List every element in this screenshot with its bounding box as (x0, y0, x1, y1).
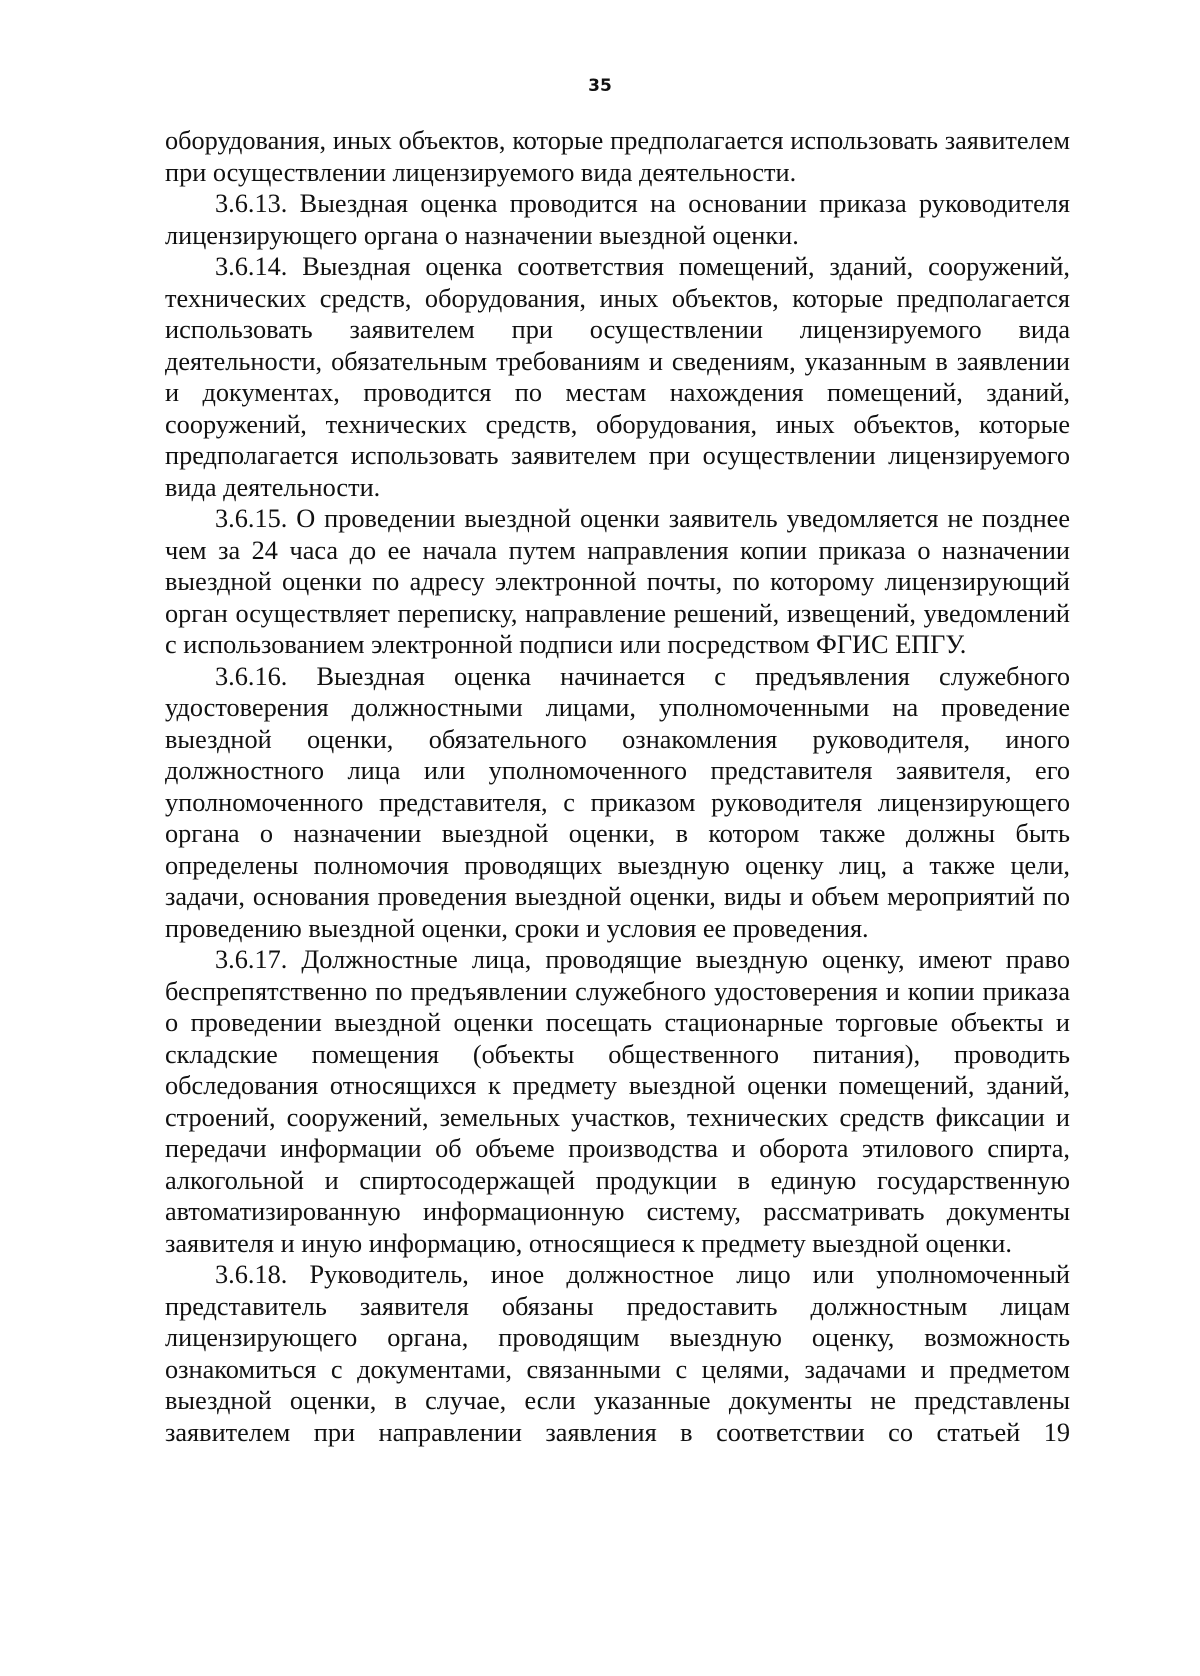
paragraph-continuation: оборудования, иных объектов, которые предполагается использовать заявителем при осуществлении лицензируемого вида деятельности. (165, 126, 1070, 187)
paragraph-3-6-14: 3.6.14. Выездная оценка соответствия помещений, зданий, сооружений, технических средств, оборудования, иных объектов, которые предполагается использовать заявителем при осуществлении лицензируемого вида деятельности, обязательным требованиям и сведениям, указанным в заявлении и документах, проводится по местам нахождения помещений, зданий, сооружений, технических средств, оборудования, иных объектов, которые предполагается использовать заявителем при осуществлении лицензируемого вида деятельности. (165, 252, 1070, 502)
page-number: 35 (588, 76, 612, 96)
paragraph-3-6-17: 3.6.17. Должностные лица, проводящие выездную оценку, имеют право беспрепятственно по предъявлении служебного удостоверения и копии приказа о проведении выездной оценки посещать стационарные торговые объекты и складские помещения (объекты общественного питания), проводить обследования относящихся к предмету выездной оценки помещений, зданий, строений, сооружений, земельных участков, технических средств фиксации и передачи информации об объеме производства и оборота этилового спирта, алкогольной и спиртосодержащей продукции в единую государственную автоматизированную информационную систему, рассматривать документы заявителя и иную информацию, относящиеся к предмету выездной оценки. (165, 945, 1070, 1258)
paragraph-3-6-15: 3.6.15. О проведении выездной оценки заявитель уведомляется не позднее чем за 24 часа до ее начала путем направления копии приказа о назначении выездной оценки по адресу электронной почты, по которому лицензирующий орган осуществляет переписку, направление решений, извещений, уведомлений с использованием электронной подписи или посредством ФГИС ЕПГУ. (165, 504, 1070, 659)
document-body (165, 125, 1070, 1448)
paragraph-3-6-18: 3.6.18. Руководитель, иное должностное лицо или уполномоченный представитель заявителя обязаны предоставить должностным лицам лицензирующего органа, проводящим выездную оценку, возможность ознакомиться с документами, связанными с целями, задачами и предметом выездной оценки, в случае, если указанные документы не представлены заявителем при направлении заявления в соответствии со статьей 19 (165, 1260, 1070, 1447)
paragraph-3-6-13: 3.6.13. Выездная оценка проводится на основании приказа руководителя лицензирующего органа о назначении выездной оценки. (165, 189, 1070, 250)
paragraph-3-6-16: 3.6.16. Выездная оценка начинается с предъявления служебного удостоверения должностными лицами, уполномоченными на проведение выездной оценки, обязательного ознакомления руководителя, иного должностного лица или уполномоченного представителя заявителя, его уполномоченного представителя, с приказом руководителя лицензирующего органа о назначении выездной оценки, в котором также должны быть определены полномочия проводящих выездную оценку лиц, а также цели, задачи, основания проведения выездной оценки, виды и объем мероприятий по проведению выездной оценки, сроки и условия ее проведения. (165, 661, 1070, 943)
